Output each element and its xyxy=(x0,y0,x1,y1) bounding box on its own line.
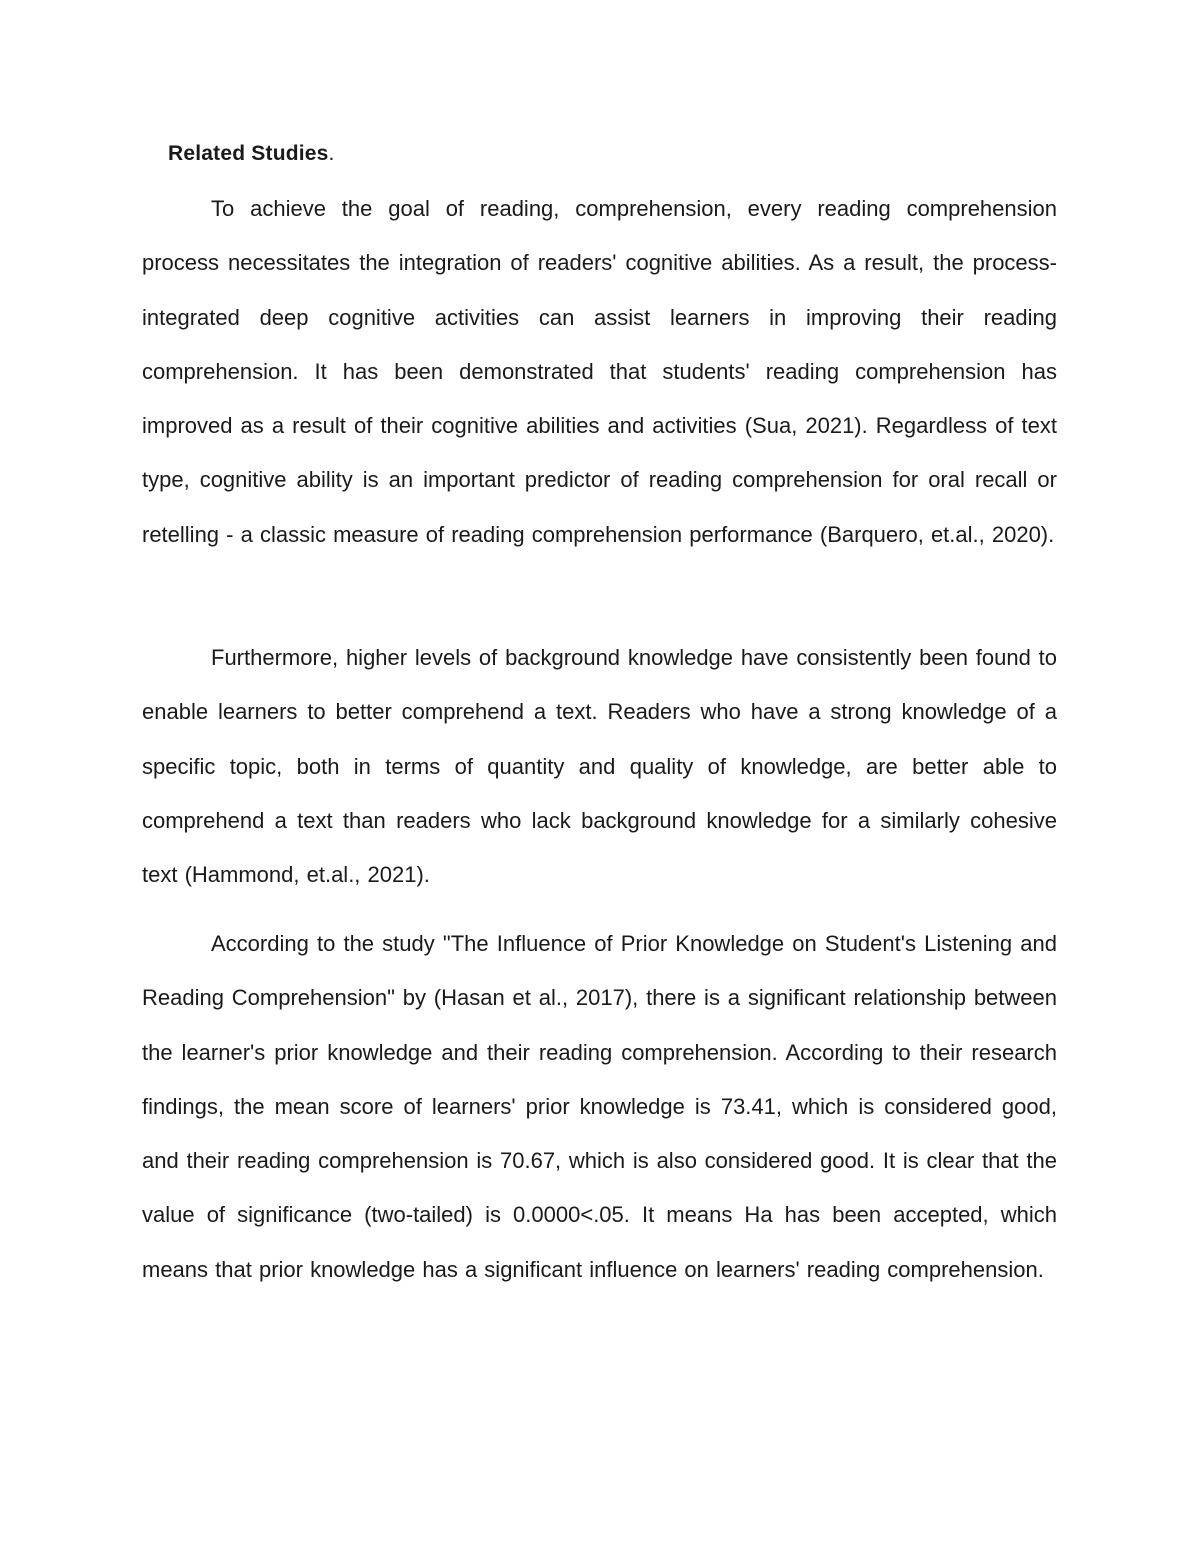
paragraph-background-knowledge: Furthermore, higher levels of background knowledge have consistently been found to enable learners to better comprehend a text. Readers who have a strong knowledge of a specific topic, both in terms of quantity and quality of knowledge, are better able to comprehend a text than readers who lack background knowledge for a similarly cohesive text (Hammond, et.al., 2021). xyxy=(142,645,1057,888)
paragraph-prior-knowledge-study: According to the study "The Influence of Prior Knowledge on Student's Listening and Reading Comprehension" by (Hasan et al., 2017), there is a significant relationship between the learner's prior knowledge and their reading comprehension. According to their research findings, the mean score of learners' prior knowledge is 73.41, which is considered good, and their reading comprehension is 70.67, which is also considered good. It is clear that the value of significance (two-tailed) is 0.0000<.05. It means Ha has been accepted, which means that prior knowledge has a significant influence on learners' reading comprehension. xyxy=(142,931,1057,1282)
section-heading-period: . xyxy=(328,142,335,165)
section-heading xyxy=(168,142,335,166)
paragraph-cognitive-abilities: To achieve the goal of reading, comprehension, every reading comprehension process necessitates the integration of readers' cognitive abilities. As a result, the process-integrated deep cognitive activities can assist learners in improving their reading comprehension. It has been demonstrated that students' reading comprehension has improved as a result of their cognitive abilities and activities (Sua, 2021). Regardless of text type, cognitive ability is an important predictor of reading comprehension for oral recall or retelling - a classic measure of reading comprehension performance (Barquero, et.al., 2020). xyxy=(142,196,1057,547)
section-heading-text: Related Studies xyxy=(168,142,329,165)
